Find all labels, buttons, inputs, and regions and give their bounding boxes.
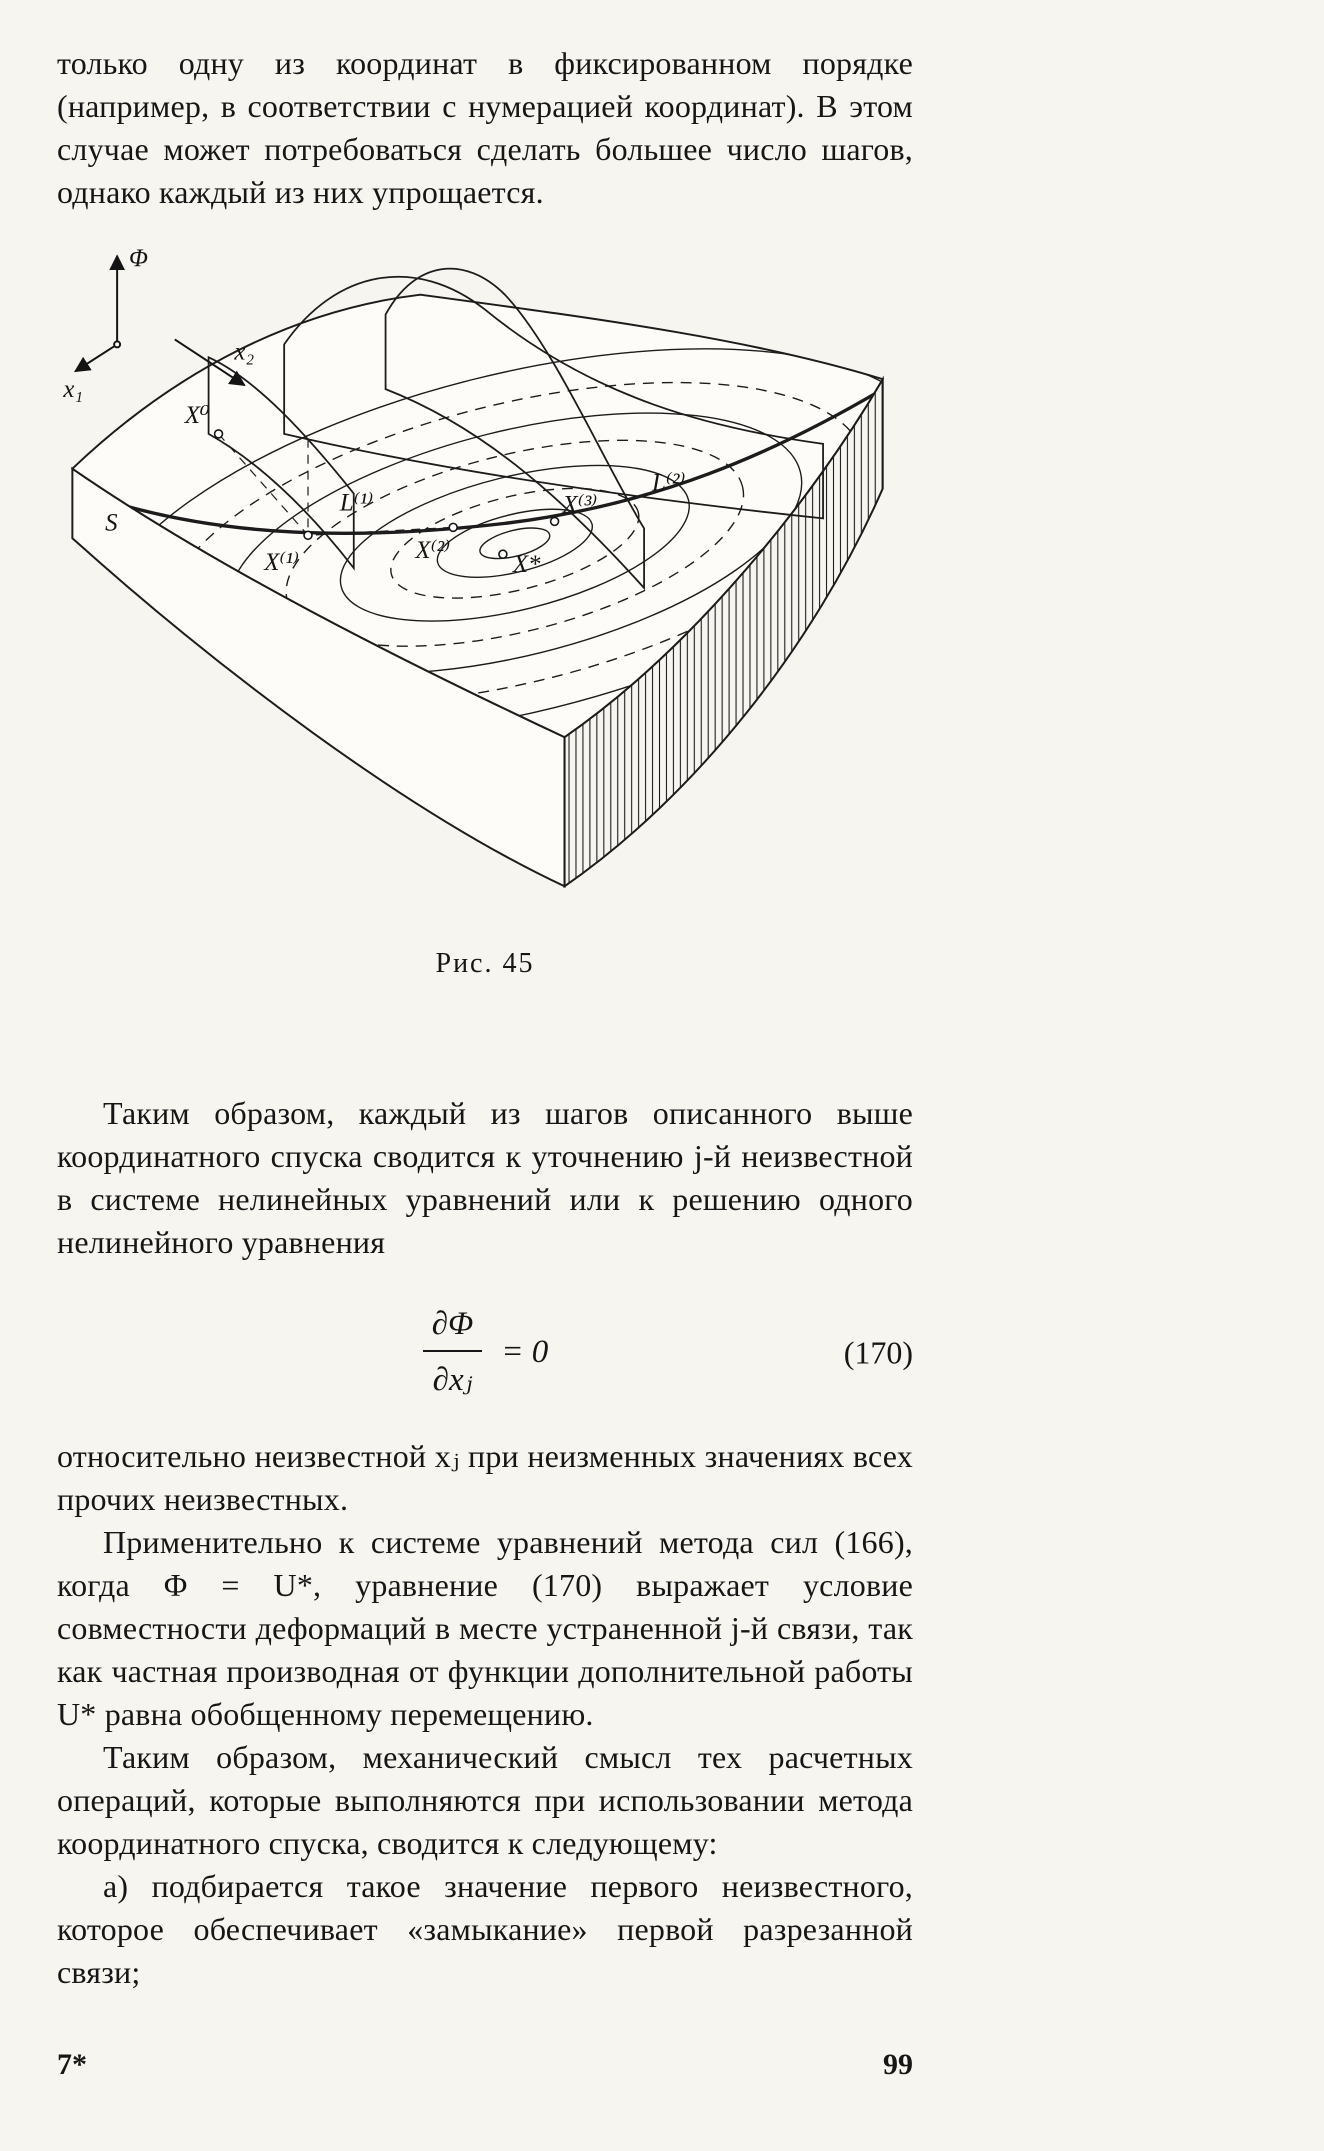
label-point-x1: X⁽¹⁾ [264,549,300,577]
paragraph-intro: только одну из координат в фиксированном порядке (например, в соответствии с нумерацией координат). В этом случае может потребоваться сделать большее число шагов, однако каждый из них упрощается. [57,45,913,210]
axes-origin [114,341,120,347]
label-x2-axis: x₂ [234,338,255,366]
point-xstar [499,550,507,558]
label-line-l1: L⁽¹⁾ [339,489,374,517]
label-point-xstar: X* [512,551,541,579]
label-line-l2: L⁽²⁾ [652,469,686,497]
label-x1-axis: x₁ [63,376,84,404]
equation-170 [57,1306,913,1399]
equation-fraction [422,1306,483,1399]
paragraph-mechanical-sense: Таким образом, механический смысл тех расчетных операций, которые выполняются при использовании метода координатного спуска, сводится к следующему: [57,1739,913,1861]
paragraph-thus-steps: Таким образом, каждый из шагов описанного выше координатного спуска сводится к уточнению j-й неизвестной в системе нелинейных уравнений или к решению одного нелинейного уравнения [57,1095,913,1260]
equation-number: (170) [843,1334,913,1370]
point-x3 [551,517,559,525]
label-point-x0: X⁰ [184,401,210,429]
label-surface-s: S [105,509,118,537]
page-footer [57,2048,913,2082]
label-point-x3: X⁽³⁾ [562,491,598,519]
equation-rhs: = 0 [501,1334,549,1370]
paragraph-relative-unknown: относительно неизвестной xⱼ при неизменных значениях всех прочих неизвестных. [57,1438,913,1517]
paragraph-force-method: Применительно к системе уравнений метода сил (166), когда Φ = U*, уравнение (170) выражает условие совместности деформаций в месте устраненной j-й связи, так как частная производная от функции дополнительной работы U* равна обобщенному перемещению. [57,1524,913,1732]
paragraph-item-a: а) подбирается такое значение первого неизвестного, которое обеспечивает «замыкание» первой разрезанной связи; [57,1868,913,1990]
text-column [57,42,913,2082]
label-phi-axis: Φ [129,244,148,272]
equation-numerator: ∂Φ [431,1306,474,1342]
equation-denominator: ∂xⱼ [423,1350,483,1399]
signature-mark: 7* [57,2048,87,2081]
figure-caption: Рис. 45 [435,948,535,979]
surface-contour-diagram [57,240,913,936]
figure-45 [57,240,913,980]
x1-axis [75,344,117,371]
page-number: 99 [883,2048,913,2081]
label-point-x2: X⁽²⁾ [415,537,451,565]
point-x1 [304,531,312,539]
point-x2 [449,523,457,531]
point-x0 [215,430,223,438]
surface-slab [72,295,882,887]
